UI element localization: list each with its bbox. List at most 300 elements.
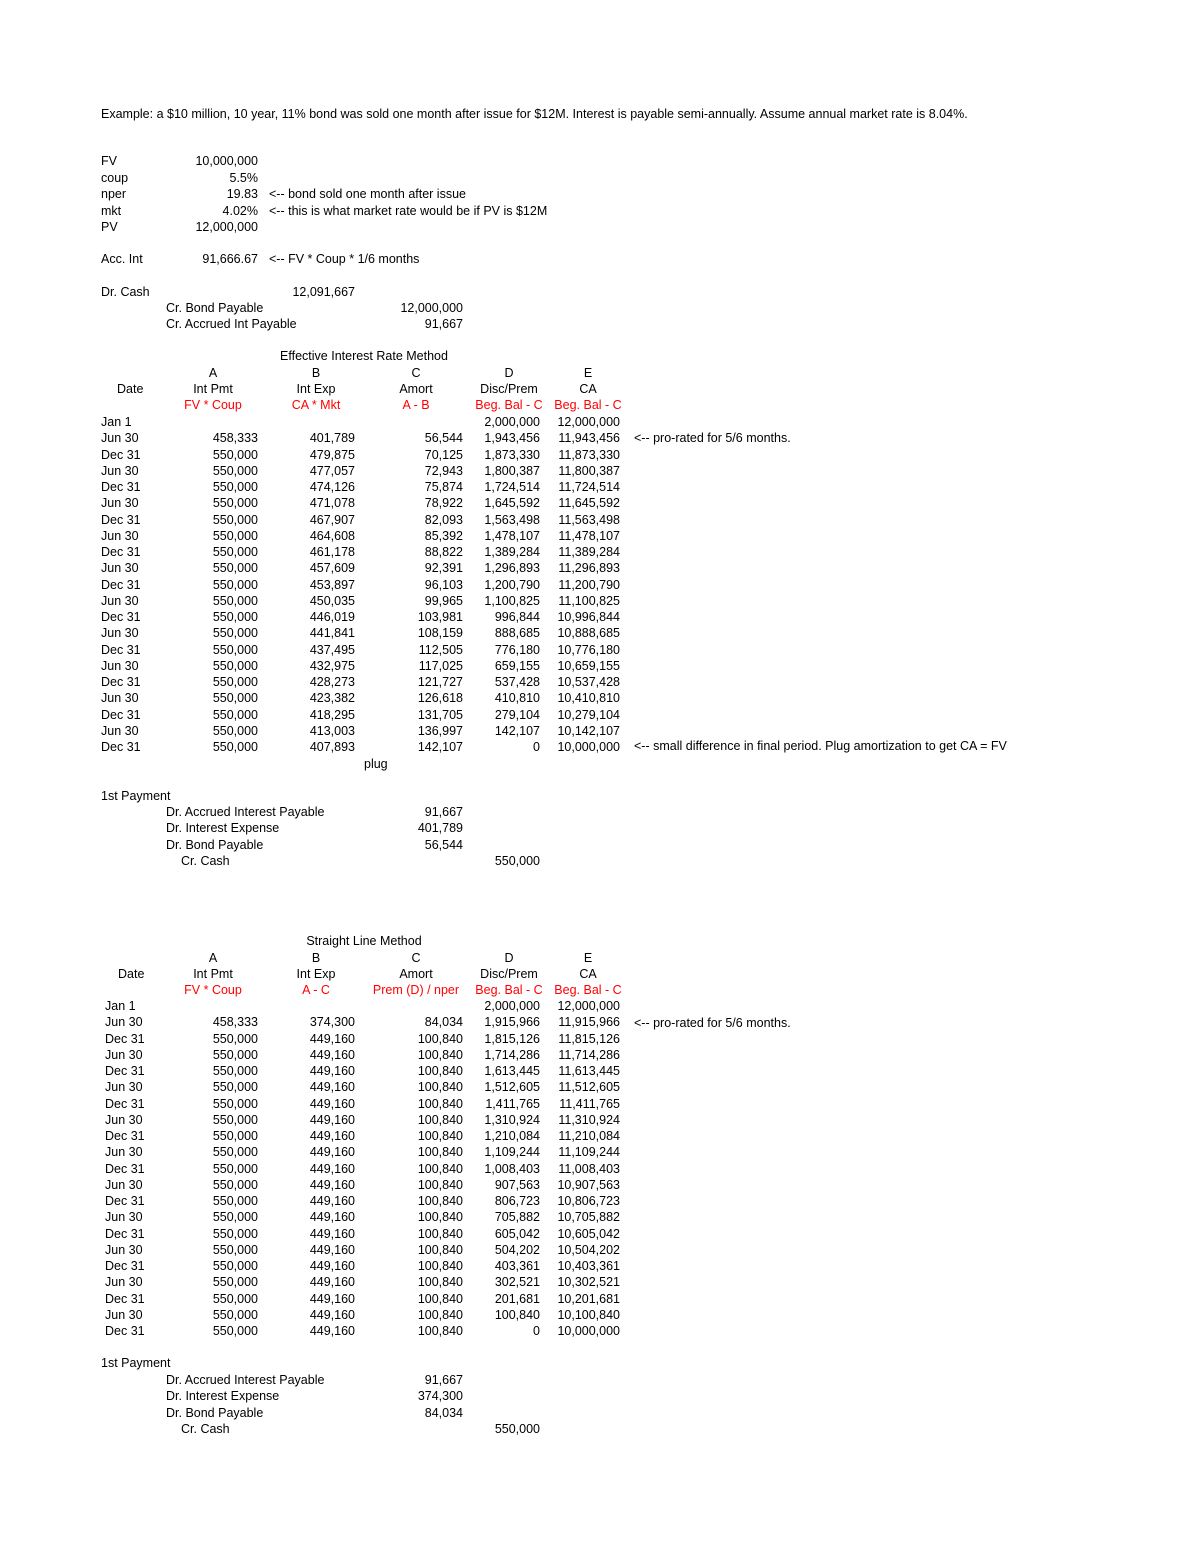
column-header: Amort (399, 382, 433, 396)
journal-debit: 91,667 (424, 1373, 463, 1387)
row-cell: 11,389,284 (558, 545, 620, 559)
row-cell: 537,428 (494, 675, 540, 689)
row-cell: 449,160 (309, 1324, 355, 1338)
row-date: Jun 30 (105, 1308, 143, 1322)
row-cell: 449,160 (309, 1227, 355, 1241)
row-cell: 117,025 (418, 659, 463, 673)
param-note: <-- bond sold one month after issue (269, 187, 466, 201)
journal-line-label: Cr. Cash (181, 854, 230, 868)
row-cell: 403,361 (494, 1259, 540, 1273)
row-cell: 449,160 (309, 1194, 355, 1208)
row-cell: 550,000 (212, 708, 258, 722)
row-cell: 121,727 (417, 675, 463, 689)
cr-accrued-value: 91,667 (424, 317, 463, 331)
row-cell: 1,411,765 (485, 1097, 540, 1111)
row-cell: 10,537,428 (557, 675, 620, 689)
row-cell: 449,160 (309, 1243, 355, 1257)
column-letter: D (504, 951, 514, 965)
row-cell: 437,495 (309, 643, 355, 657)
row-cell: 11,008,403 (558, 1162, 620, 1176)
row-cell: 432,975 (309, 659, 355, 673)
row-cell: 550,000 (212, 578, 258, 592)
row-cell: 550,000 (212, 1178, 258, 1192)
row-cell: 550,000 (212, 1080, 258, 1094)
column-formula: Beg. Bal - C (475, 983, 543, 997)
row-cell: 449,160 (309, 1080, 355, 1094)
row-date: Jun 30 (101, 464, 139, 478)
column-header: Int Pmt (193, 967, 233, 981)
param-value: 5.5% (229, 171, 258, 185)
row-date: Dec 31 (105, 1097, 145, 1111)
row-date: Jun 30 (101, 529, 139, 543)
row-cell: 1,873,330 (484, 448, 540, 462)
row-date: Jun 30 (105, 1145, 143, 1159)
row-cell: 1,512,605 (484, 1080, 540, 1094)
row-cell: 100,840 (417, 1162, 463, 1176)
journal-credit: 550,000 (494, 1422, 540, 1436)
row-cell: 100,840 (417, 1210, 463, 1224)
row-cell: 10,403,361 (557, 1259, 620, 1273)
row-cell: 457,609 (309, 561, 355, 575)
row-cell: 1,724,514 (484, 480, 540, 494)
row-cell: 10,201,681 (557, 1292, 620, 1306)
column-formula: FV * Coup (184, 398, 242, 412)
cr-bond-payable-label: Cr. Bond Payable (166, 301, 264, 315)
column-letter: E (583, 366, 593, 380)
row-cell: 11,724,514 (558, 480, 620, 494)
column-formula: A - B (402, 398, 430, 412)
param-label: coup (101, 171, 129, 185)
row-cell: 11,563,498 (558, 513, 620, 527)
journal-debit: 56,544 (424, 838, 463, 852)
row-cell: 100,840 (417, 1178, 463, 1192)
row-cell: 550,000 (212, 1113, 258, 1127)
row-cell: 142,107 (494, 724, 540, 738)
row-cell: 11,478,107 (558, 529, 620, 543)
row-cell: 449,160 (309, 1032, 355, 1046)
row-cell: 100,840 (417, 1113, 463, 1127)
row-cell: 10,705,882 (557, 1210, 620, 1224)
row-cell: 1,200,790 (484, 578, 540, 592)
param-value: 19.83 (226, 187, 258, 201)
row-cell: 10,302,521 (557, 1275, 620, 1289)
row-date: Dec 31 (101, 480, 141, 494)
row-cell: 56,544 (424, 431, 463, 445)
row-date: Dec 31 (101, 513, 141, 527)
row-cell: 1,210,084 (484, 1129, 540, 1143)
row-cell: 10,100,840 (557, 1308, 620, 1322)
row-cell: 11,873,330 (558, 448, 620, 462)
column-formula: A - C (302, 983, 330, 997)
row-cell: 88,822 (424, 545, 463, 559)
column-formula: Prem (D) / nper (372, 983, 460, 997)
journal-credit: 550,000 (494, 854, 540, 868)
date-header: Date (117, 382, 144, 396)
row-cell: 461,178 (309, 545, 355, 559)
row-cell: 550,000 (212, 1064, 258, 1078)
row-cell: 100,840 (494, 1308, 540, 1322)
row-cell: 550,000 (212, 1243, 258, 1257)
row-cell: 11,411,765 (559, 1097, 620, 1111)
row-cell: 11,714,286 (558, 1048, 620, 1062)
row-date: Dec 31 (101, 545, 141, 559)
row-cell: 75,874 (424, 480, 463, 494)
column-letter: A (208, 951, 218, 965)
row-cell: 449,160 (309, 1129, 355, 1143)
row-cell: 441,841 (309, 626, 355, 640)
row-cell: 550,000 (212, 561, 258, 575)
dr-cash-label: Dr. Cash (101, 285, 150, 299)
journal-debit: 374,300 (417, 1389, 463, 1403)
row-cell: 302,521 (494, 1275, 540, 1289)
row-cell: 446,019 (309, 610, 355, 624)
effective-payment-title: 1st Payment (101, 789, 171, 803)
row-cell: 126,618 (417, 691, 463, 705)
row-cell: 550,000 (212, 1210, 258, 1224)
row-date: Jun 30 (105, 1243, 143, 1257)
column-header: Int Exp (296, 967, 336, 981)
row-date: Dec 31 (105, 1032, 145, 1046)
row-cell: 550,000 (212, 643, 258, 657)
row-cell: 11,296,893 (558, 561, 620, 575)
row-date: Jan 1 (105, 999, 136, 1013)
row-cell: 70,125 (424, 448, 463, 462)
row-cell: 2,000,000 (484, 415, 540, 429)
row-cell: 10,888,685 (557, 626, 620, 640)
row-cell: 11,613,445 (558, 1064, 620, 1078)
row-cell: 1,613,445 (484, 1064, 540, 1078)
row-cell: 413,003 (309, 724, 355, 738)
row-cell: 100,840 (417, 1064, 463, 1078)
column-formula: Beg. Bal - C (554, 398, 622, 412)
row-cell: 10,907,563 (557, 1178, 620, 1192)
row-cell: 10,504,202 (557, 1243, 620, 1257)
row-cell: 10,659,155 (557, 659, 620, 673)
row-cell: 10,806,723 (557, 1194, 620, 1208)
row-cell: 550,000 (212, 1308, 258, 1322)
row-cell: 471,078 (309, 496, 355, 510)
cr-accrued-label: Cr. Accrued Int Payable (166, 317, 297, 331)
row-cell: 1,008,403 (484, 1162, 540, 1176)
row-date: Dec 31 (105, 1194, 145, 1208)
row-cell: 550,000 (212, 1259, 258, 1273)
row-cell: 10,000,000 (557, 740, 620, 754)
row-cell: 467,907 (309, 513, 355, 527)
param-label: PV (101, 220, 118, 234)
row-cell: 100,840 (417, 1324, 463, 1338)
row-cell: 550,000 (212, 1145, 258, 1159)
column-header: Int Pmt (193, 382, 233, 396)
column-formula: FV * Coup (184, 983, 242, 997)
row-cell: 550,000 (212, 1324, 258, 1338)
row-cell: 776,180 (494, 643, 540, 657)
journal-line-label: Dr. Accrued Interest Payable (166, 1373, 325, 1387)
row-cell: 550,000 (212, 675, 258, 689)
row-cell: 418,295 (309, 708, 355, 722)
row-cell: 449,160 (309, 1210, 355, 1224)
journal-line-label: Dr. Interest Expense (166, 821, 280, 835)
row-cell: 0 (533, 1324, 540, 1338)
row-cell: 449,160 (309, 1048, 355, 1062)
row-cell: 449,160 (309, 1259, 355, 1273)
row-cell: 423,382 (309, 691, 355, 705)
row-date: Dec 31 (105, 1292, 145, 1306)
row-cell: 428,273 (309, 675, 355, 689)
row-cell: 11,200,790 (558, 578, 620, 592)
row-cell: 10,996,844 (557, 610, 620, 624)
row-date: Dec 31 (105, 1064, 145, 1078)
journal-line-label: Dr. Interest Expense (166, 1389, 280, 1403)
row-cell: 550,000 (212, 513, 258, 527)
row-date: Jun 30 (101, 561, 139, 575)
column-header: Disc/Prem (480, 382, 538, 396)
row-cell: 10,410,810 (557, 691, 620, 705)
row-cell: 449,160 (309, 1292, 355, 1306)
row-cell: 10,142,107 (557, 724, 620, 738)
row-cell: 100,840 (417, 1194, 463, 1208)
effective-prorate-note: <-- pro-rated for 5/6 months. (634, 431, 791, 445)
row-cell: 458,333 (212, 431, 258, 445)
row-cell: 449,160 (309, 1113, 355, 1127)
row-cell: 100,840 (417, 1308, 463, 1322)
row-cell: 888,685 (494, 626, 540, 640)
row-cell: 131,705 (417, 708, 463, 722)
row-cell: 12,000,000 (557, 415, 620, 429)
row-cell: 10,279,104 (557, 708, 620, 722)
param-label: nper (101, 187, 127, 201)
column-letter: C (411, 951, 421, 965)
straight-prorate-note: <-- pro-rated for 5/6 months. (634, 1016, 791, 1030)
row-cell: 458,333 (212, 1015, 258, 1029)
row-cell: 11,310,924 (558, 1113, 620, 1127)
row-date: Dec 31 (101, 675, 141, 689)
row-cell: 100,840 (417, 1275, 463, 1289)
row-cell: 11,800,387 (558, 464, 620, 478)
row-cell: 103,981 (417, 610, 463, 624)
row-cell: 550,000 (212, 1194, 258, 1208)
row-cell: 10,000,000 (557, 1324, 620, 1338)
column-header: Amort (399, 967, 433, 981)
row-cell: 1,943,456 (484, 431, 540, 445)
row-cell: 374,300 (309, 1015, 355, 1029)
row-date: Jun 30 (101, 724, 139, 738)
row-cell: 11,512,605 (558, 1080, 620, 1094)
column-letter: A (208, 366, 218, 380)
row-cell: 806,723 (494, 1194, 540, 1208)
example-statement: Example: a $10 million, 10 year, 11% bond was sold one month after issue for $12M. Interest is payable semi-annually. Assume annual market rate is 8.04%. (101, 107, 968, 121)
row-cell: 12,000,000 (557, 999, 620, 1013)
cr-bond-payable-value: 12,000,000 (400, 301, 463, 315)
effective-method-title: Effective Interest Rate Method (280, 349, 448, 363)
row-cell: 1,389,284 (484, 545, 540, 559)
row-cell: 464,608 (309, 529, 355, 543)
row-cell: 407,893 (309, 740, 355, 754)
row-cell: 449,160 (309, 1064, 355, 1078)
row-cell: 477,057 (309, 464, 355, 478)
row-cell: 996,844 (494, 610, 540, 624)
row-cell: 96,103 (424, 578, 463, 592)
row-date: Jun 30 (105, 1048, 143, 1062)
row-cell: 100,840 (417, 1097, 463, 1111)
row-cell: 100,840 (417, 1227, 463, 1241)
column-formula: Beg. Bal - C (475, 398, 543, 412)
row-cell: 550,000 (212, 1275, 258, 1289)
row-date: Dec 31 (101, 610, 141, 624)
row-cell: 1,478,107 (484, 529, 540, 543)
row-cell: 1,800,387 (484, 464, 540, 478)
column-letter: D (504, 366, 514, 380)
row-date: Jun 30 (105, 1080, 143, 1094)
column-header: Disc/Prem (480, 967, 538, 981)
row-cell: 100,840 (417, 1048, 463, 1062)
journal-debit: 91,667 (424, 805, 463, 819)
row-date: Jun 30 (105, 1113, 143, 1127)
row-date: Dec 31 (101, 643, 141, 657)
plug-label: plug (364, 757, 388, 771)
row-date: Jun 30 (101, 496, 139, 510)
row-cell: 550,000 (212, 594, 258, 608)
row-cell: 100,840 (417, 1243, 463, 1257)
column-header: Int Exp (296, 382, 336, 396)
journal-line-label: Dr. Bond Payable (166, 1406, 264, 1420)
row-cell: 1,815,126 (484, 1032, 540, 1046)
column-letter: B (311, 366, 321, 380)
row-cell: 550,000 (212, 1032, 258, 1046)
row-cell: 550,000 (212, 740, 258, 754)
row-cell: 705,882 (494, 1210, 540, 1224)
row-cell: 10,776,180 (557, 643, 620, 657)
param-label: FV (101, 154, 117, 168)
row-cell: 453,897 (309, 578, 355, 592)
column-header: CA (579, 967, 597, 981)
row-cell: 550,000 (212, 1129, 258, 1143)
row-date: Dec 31 (101, 740, 141, 754)
row-cell: 85,392 (424, 529, 463, 543)
param-label: mkt (101, 204, 122, 218)
row-cell: 550,000 (212, 480, 258, 494)
row-cell: 605,042 (494, 1227, 540, 1241)
row-date: Dec 31 (101, 578, 141, 592)
row-cell: 82,093 (424, 513, 463, 527)
param-note: <-- this is what market rate would be if PV is $12M (269, 204, 548, 218)
row-cell: 449,160 (309, 1178, 355, 1192)
row-cell: 136,997 (417, 724, 463, 738)
column-letter: C (411, 366, 421, 380)
row-cell: 449,160 (309, 1162, 355, 1176)
row-cell: 550,000 (212, 1227, 258, 1241)
journal-line-label: Dr. Bond Payable (166, 838, 264, 852)
row-date: Dec 31 (105, 1129, 145, 1143)
row-cell: 11,815,126 (558, 1032, 620, 1046)
row-cell: 449,160 (309, 1145, 355, 1159)
row-date: Dec 31 (105, 1227, 145, 1241)
row-cell: 1,915,966 (484, 1015, 540, 1029)
row-cell: 142,107 (417, 740, 463, 754)
row-cell: 201,681 (494, 1292, 540, 1306)
row-cell: 479,875 (309, 448, 355, 462)
row-cell: 279,104 (494, 708, 540, 722)
row-cell: 504,202 (494, 1243, 540, 1257)
row-cell: 1,563,498 (484, 513, 540, 527)
row-cell: 100,840 (417, 1129, 463, 1143)
row-date: Jun 30 (101, 659, 139, 673)
column-header: CA (579, 382, 597, 396)
row-date: Jun 30 (105, 1275, 143, 1289)
date-header: Date (118, 967, 145, 981)
row-cell: 84,034 (424, 1015, 463, 1029)
param-value: 4.02% (222, 204, 258, 218)
row-date: Jun 30 (105, 1210, 143, 1224)
row-cell: 11,943,456 (558, 431, 620, 445)
row-cell: 11,100,825 (558, 594, 620, 608)
row-cell: 550,000 (212, 1292, 258, 1306)
row-date: Jun 30 (101, 431, 139, 445)
row-cell: 2,000,000 (484, 999, 540, 1013)
row-cell: 72,943 (424, 464, 463, 478)
row-cell: 100,840 (417, 1292, 463, 1306)
row-cell: 0 (533, 740, 540, 754)
journal-line-label: Cr. Cash (181, 1422, 230, 1436)
row-cell: 550,000 (212, 691, 258, 705)
row-cell: 11,645,592 (558, 496, 620, 510)
journal-debit: 401,789 (417, 821, 463, 835)
row-date: Dec 31 (105, 1259, 145, 1273)
row-date: Dec 31 (101, 448, 141, 462)
row-date: Dec 31 (105, 1324, 145, 1338)
row-cell: 450,035 (309, 594, 355, 608)
straight-payment-title: 1st Payment (101, 1356, 171, 1370)
acc-int-label: Acc. Int (101, 252, 143, 266)
row-cell: 550,000 (212, 529, 258, 543)
column-formula: CA * Mkt (291, 398, 341, 412)
row-cell: 401,789 (309, 431, 355, 445)
row-cell: 92,391 (424, 561, 463, 575)
straight-method-title: Straight Line Method (306, 934, 422, 948)
row-cell: 99,965 (424, 594, 463, 608)
row-cell: 100,840 (417, 1145, 463, 1159)
row-date: Dec 31 (101, 708, 141, 722)
row-cell: 449,160 (309, 1275, 355, 1289)
row-cell: 1,100,825 (484, 594, 540, 608)
row-cell: 474,126 (309, 480, 355, 494)
row-cell: 550,000 (212, 464, 258, 478)
row-cell: 100,840 (417, 1032, 463, 1046)
row-cell: 550,000 (212, 448, 258, 462)
row-date: Jan 1 (101, 415, 132, 429)
row-cell: 1,296,893 (484, 561, 540, 575)
row-cell: 11,210,084 (558, 1129, 620, 1143)
column-formula: Beg. Bal - C (554, 983, 622, 997)
row-cell: 78,922 (424, 496, 463, 510)
row-cell: 11,109,244 (558, 1145, 620, 1159)
row-cell: 10,605,042 (557, 1227, 620, 1241)
row-cell: 11,915,966 (558, 1015, 620, 1029)
row-cell: 550,000 (212, 1097, 258, 1111)
row-cell: 550,000 (212, 1162, 258, 1176)
row-cell: 449,160 (309, 1097, 355, 1111)
effective-final-note: <-- small difference in final period. Plug amortization to get CA = FV (634, 739, 1007, 753)
journal-debit: 84,034 (424, 1406, 463, 1420)
row-date: Jun 30 (101, 626, 139, 640)
row-cell: 100,840 (417, 1259, 463, 1273)
row-cell: 100,840 (417, 1080, 463, 1094)
row-cell: 550,000 (212, 659, 258, 673)
dr-cash-value: 12,091,667 (292, 285, 355, 299)
row-cell: 449,160 (309, 1308, 355, 1322)
acc-int-value: 91,666.67 (202, 252, 258, 266)
row-cell: 907,563 (494, 1178, 540, 1192)
row-cell: 550,000 (212, 1048, 258, 1062)
